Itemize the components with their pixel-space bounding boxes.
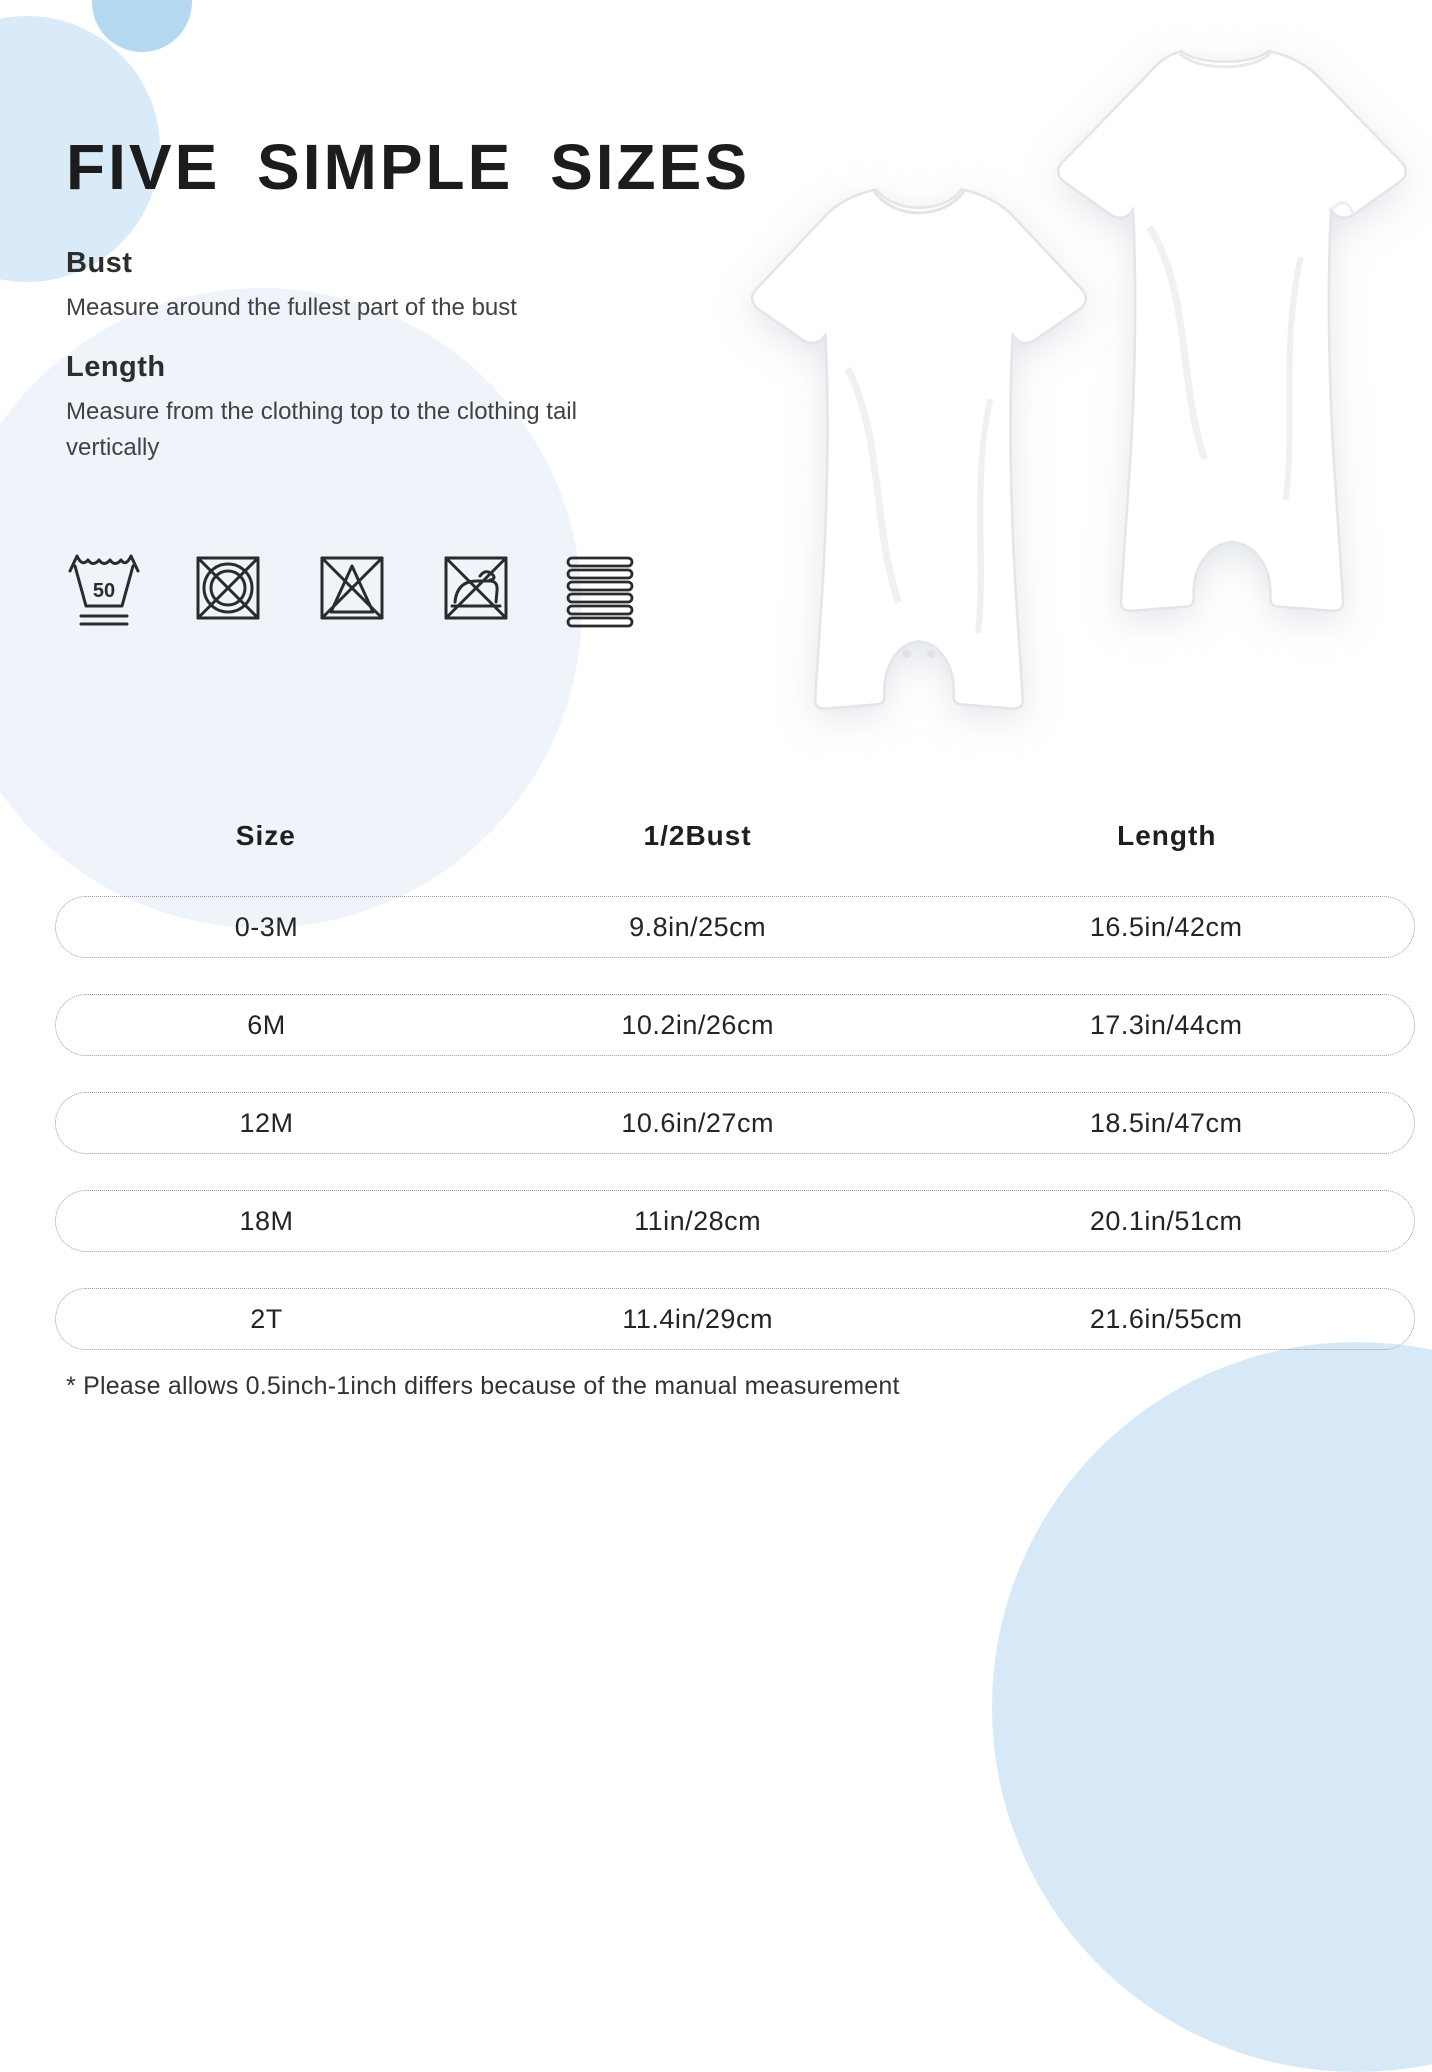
cell-bust: 11.4in/29cm: [622, 1303, 773, 1334]
baby-romper-front-image: [746, 154, 1092, 746]
table-row: [55, 1190, 1415, 1252]
dry-flat-icon: [560, 544, 640, 636]
cell-size: 2T: [250, 1303, 283, 1334]
cell-bust: 9.8in/25cm: [629, 911, 767, 942]
col-header-size: Size: [235, 820, 296, 851]
wash-temp-label: 50: [92, 580, 116, 602]
cell-bust: 10.6in/27cm: [621, 1107, 774, 1138]
length-heading: Length: [66, 351, 166, 383]
bust-description: Measure around the fullest part of the bust: [66, 294, 517, 321]
col-header-bust: 1/2Bust: [643, 820, 752, 851]
col-header-length: Length: [1117, 820, 1217, 851]
cell-length: 17.3in/44cm: [1089, 1009, 1243, 1040]
care-instructions-row: [64, 544, 640, 636]
cell-bust: 10.2in/26cm: [621, 1009, 774, 1040]
bust-heading: Bust: [66, 247, 133, 279]
table-row: [55, 896, 1415, 958]
cell-size: 6M: [247, 1009, 286, 1040]
size-table-header: [55, 820, 1415, 852]
cell-bust: 11in/28cm: [634, 1205, 762, 1236]
do-not-iron-icon: [436, 544, 516, 636]
table-row: [55, 1092, 1415, 1154]
cell-length: 21.6in/55cm: [1089, 1303, 1243, 1334]
measurement-disclaimer: * Please allows 0.5inch-1inch differs because of the manual measurement: [66, 1372, 900, 1400]
wash-50-icon: [64, 544, 144, 636]
cell-length: 16.5in/42cm: [1089, 911, 1243, 942]
cell-size: 12M: [239, 1107, 294, 1138]
cell-length: 20.1in/51cm: [1089, 1205, 1243, 1236]
cell-length: 18.5in/47cm: [1089, 1107, 1243, 1138]
page-title: FIVE SIMPLE SIZES: [66, 131, 750, 203]
table-row: [55, 1288, 1415, 1350]
do-not-tumble-dry-icon: [188, 544, 268, 636]
cell-size: 18M: [239, 1205, 294, 1236]
cell-size: 0-3M: [234, 911, 299, 942]
do-not-bleach-icon: [312, 544, 392, 636]
table-row: [55, 994, 1415, 1056]
length-description: Measure from the clothing top to the clothing tail vertically: [66, 398, 577, 461]
